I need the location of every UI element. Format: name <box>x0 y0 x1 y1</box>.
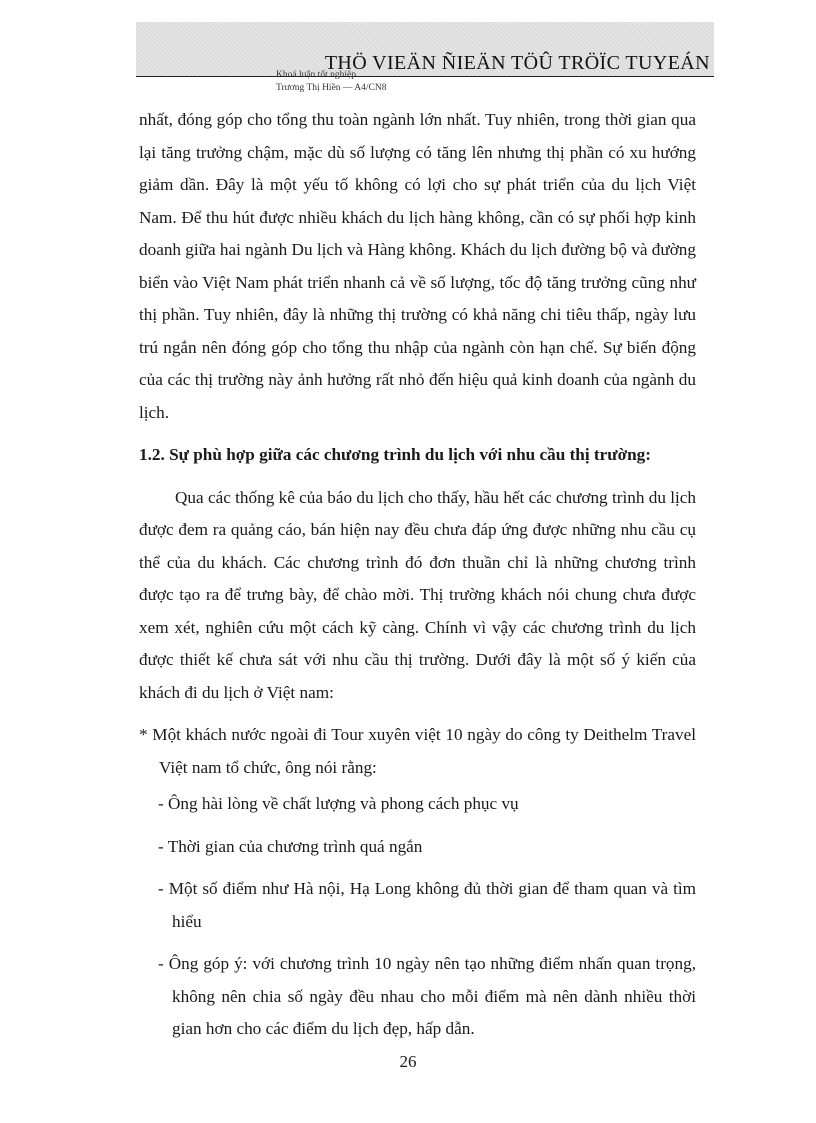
section-heading: 1.2. Sự phù hợp giữa các chương trình du lịch với nhu cầu thị trường: <box>139 445 651 464</box>
header-divider <box>136 76 714 77</box>
page-number: 26 <box>399 1052 417 1071</box>
header-band <box>136 22 714 93</box>
author-label: Trương Thị Hiền — A4/CN8 <box>276 83 387 93</box>
dash-list-item: - Thời gian của chương trình quá ngắn <box>158 836 423 856</box>
paragraph-2: Qua các thống kê của báo du lịch cho thấy, hầu hết các chương trình du lịch được đem ra quảng cáo, bán hiện nay đều chưa đáp ứng được những nhu cầu cụ thể của du khách. Các chương trình đó đơn thuần chỉ là những chương trình được tạo ra để trưng bày, để chào mời. Thị trường khách nói chung chưa được xem xét, nghiên cứu một cách kỹ càng. Chính vì vậy các chương trình du lịch được thiết kế chưa sát với nhu cầu thị trường. Dưới đây là một số ý kiến của khách đi du lịch ở Việt nam: <box>139 487 696 702</box>
paragraph-1: nhất, đóng góp cho tổng thu toàn ngành lớn nhất. Tuy nhiên, trong thời gian qua lại tăng trưởng chậm, mặc dù số lượng có tăng lên nhưng thị phần có xu hướng giảm dần. Đây là một yếu tố không có lợi cho sự phát triển của du lịch Việt Nam. Để thu hút được nhiều khách du lịch hàng không, cần có sự phối hợp kinh doanh giữa hai ngành Du lịch và Hàng không. Khách du lịch đường bộ và đường biển vào Việt Nam phát triển nhanh cả về số lượng, tốc độ tăng trưởng cũng như thị phần. Tuy nhiên, đây là những thị trường có khả năng chi tiêu thấp, ngày lưu trú ngắn nên đóng góp cho tổng thu nhập của ngành còn hạn chế. Sự biến động của các thị trường này ảnh hưởng rất nhỏ đến hiệu quả kinh doanh của ngành du lịch. <box>139 110 696 422</box>
star-list-item: * Một khách nước ngoài đi Tour xuyên việt 10 ngày do công ty Deithelm Travel Việt nam tổ chức, ông nói rằng: <box>139 725 696 777</box>
site-title: THÖ VIEÄN ÑIEÄN TÖÛ TRÖÏC TUYEÁN <box>324 52 710 74</box>
dash-list-item: - Ông góp ý: với chương trình 10 ngày nên tạo những điểm nhấn quan trọng, không nên chia số ngày đều nhau cho mỗi điểm mà nên dành nhiều thời gian hơn cho các điểm du lịch đẹp, hấp dẫn. <box>158 954 696 1038</box>
dash-list-item: - Một số điểm như Hà nội, Hạ Long không đủ thời gian để tham quan và tìm hiểu <box>158 879 696 931</box>
dash-list-item: - Ông hài lòng về chất lượng và phong cách phục vụ <box>158 794 519 813</box>
thesis-label: Khoá luận tốt nghiệp <box>276 70 356 80</box>
page-content <box>139 104 696 1046</box>
